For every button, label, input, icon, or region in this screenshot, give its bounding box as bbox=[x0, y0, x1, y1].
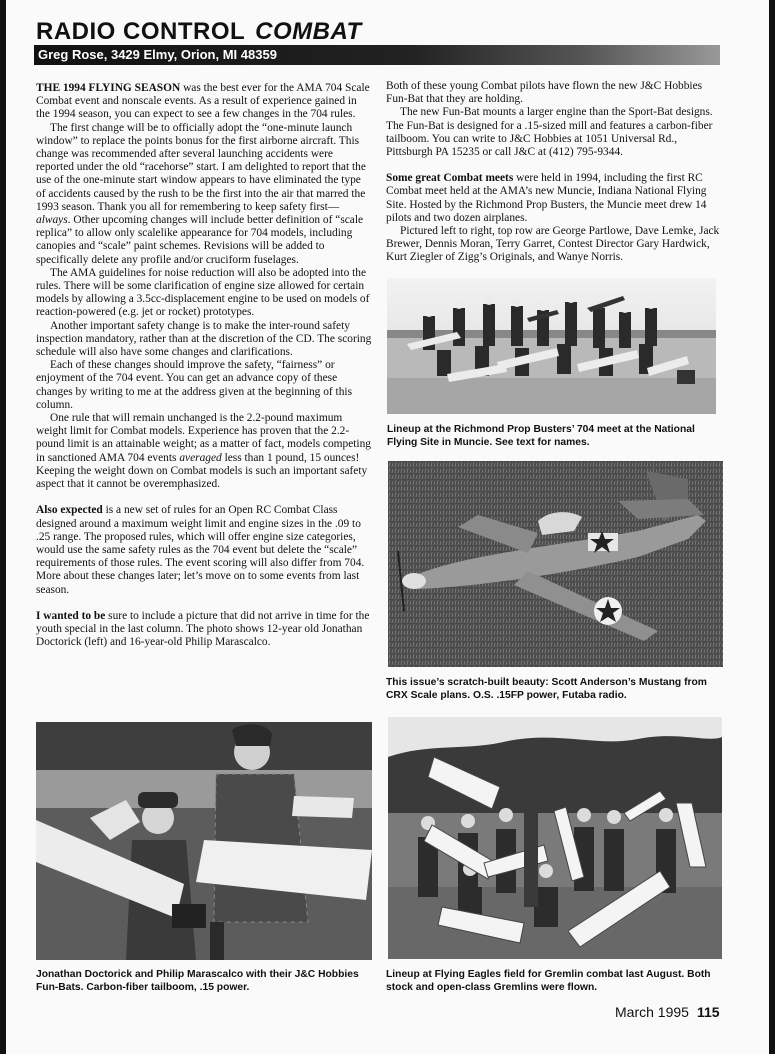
photo-muncie-image bbox=[387, 278, 716, 414]
caption-gremlin: Lineup at Flying Eagles field for Gremlin combat last August. Both stock and open-class Gremlins were flown. bbox=[386, 969, 711, 993]
lead-in: Also expected bbox=[36, 504, 103, 517]
title-main: RADIO CONTROL bbox=[36, 18, 246, 45]
paragraph bbox=[36, 504, 372, 596]
scan-edge-left bbox=[0, 0, 6, 1054]
photo-mustang-image bbox=[388, 461, 723, 667]
paragraph bbox=[36, 82, 372, 122]
photo-mustang bbox=[388, 461, 723, 667]
paragraph bbox=[36, 412, 372, 491]
paragraph-text: was the best ever for the AMA 704 Scale Combat event and nonscale events. As a result of experience gained in the 1994 season, you can expect to see a few changes in the 704 rules. bbox=[36, 82, 370, 121]
title-italic: COMBAT bbox=[255, 18, 362, 45]
column-title bbox=[36, 18, 362, 46]
paragraph bbox=[36, 610, 372, 650]
caption-muncie: Lineup at the Richmond Prop Busters’ 704 meet at the National Flying Site in Muncie. See text for names. bbox=[387, 424, 695, 448]
paragraph: Both of these young Combat pilots have flown the new J&C Hobbies Fun-Bat that they are holding. bbox=[386, 80, 703, 106]
emphasis: averaged bbox=[179, 451, 222, 464]
byline-bar bbox=[34, 45, 720, 65]
paragraph: Pictured left to right, top row are George Partlowe, Dave Lemke, Jack Brewer, Dennis Moran, Terry Garret, Contest Director Gary Hardwick, Kurt Ziegler of Zigg’s Originals, and Wanye Norris. bbox=[386, 225, 720, 264]
paragraph bbox=[36, 122, 372, 267]
paragraph-text: One rule that will remain unchanged is the 2.2-pound maximum weight limit for Combat models. Experience has proven that the 2.2-pound limit is an attainable weight; as a matter of fact, models competing in sanctioned AMA 704 events bbox=[36, 412, 371, 464]
paragraph-text: . Other upcoming changes will include better definition of “scale replica” to allow only scalelike appearance for 704 models, including canopies and “scale” paint schemes. Revisions will be added to specifically delete any profile and/or cruciform fuselages. bbox=[36, 214, 364, 266]
paragraph-text: is a new set of rules for an Open RC Combat Class designed around a maximum weight limit and engine sizes in the .09 to .25 range. The proposed rules, which will offer engine size categories, would use the same safety rules as the 704 event but delete the “scale” requirements of those rules. The event scoring will also differ from 704. More about these changes later; let’s move on to some events from last season. bbox=[36, 504, 365, 596]
paragraph: Another important safety change is to make the inter-round safety inspection mandatory, rather than at the discretion of the CD. The scoring schedule will also have some changes and clarifications. bbox=[36, 319, 372, 359]
caption-fun-bats: Jonathan Doctorick and Philip Marascalco with their J&C Hobbies Fun-Bats. Carbon-fiber tailboom, .15 power. bbox=[36, 969, 359, 993]
page-footer bbox=[615, 1004, 720, 1020]
photo-gremlin-image bbox=[388, 717, 722, 959]
photo-gremlin-lineup bbox=[388, 717, 722, 959]
paragraph: The AMA guidelines for noise reduction will also be adopted into the rules. There will be some clarification of engine size allowed for certain models by allowing a 3.5cc-displacement engine to be used on models of reaction-powered (e.g. jet or rocket) prototypes. bbox=[36, 266, 370, 319]
photo-fun-bats bbox=[36, 722, 372, 960]
article-column-left bbox=[36, 82, 372, 649]
paragraph: The new Fun-Bat mounts a larger engine than the Sport-Bat designs. The Fun-Bat is designed for a .15-sized mill and features a carbon-fiber tailboom. You can write to J&C Hobbies at 1051 Universal Rd., Pittsburgh PA 15235 or call J&C at (412) 795-9344. bbox=[386, 106, 713, 159]
paragraph bbox=[386, 172, 722, 225]
emphasis: always bbox=[36, 214, 68, 227]
byline: Greg Rose, 3429 Elmy, Orion, MI 48359 bbox=[38, 47, 277, 62]
paragraph-text: The first change will be to officially adopt the “one-minute launch window” to replace the points bonus for the first airborne aircraft. This change was recommended after several launching accidents were reported under the old “racehorse” start. I am delighted to report that the use of the one-minute start window appears to have eliminated the type of accidents caused by the rush to be the first into the air that marred the 1993 season. Thank you all for remembering to keep safety first— bbox=[36, 121, 366, 213]
scan-edge-right bbox=[769, 0, 775, 1054]
lead-in: I wanted to be bbox=[36, 609, 106, 622]
paragraph-text: were held in 1994, including the first RC Combat meet held at the AMA’s new Muncie, Indiana National Flying Site. Hosted by the Richmond Prop Busters, the Muncie meet drew 14 pilots and two dozen airplanes. bbox=[386, 172, 707, 224]
lead-in: THE 1994 FLYING SEASON bbox=[36, 82, 181, 94]
issue-date: March 1995 bbox=[615, 1004, 689, 1020]
article-column-right bbox=[386, 80, 722, 265]
paragraph-text: sure to include a picture that did not arrive in time for the youth special in the last column. The photo shows 12-year old Jonathan Doctorick (left) and 16-year-old Philip Marascalco. bbox=[36, 609, 370, 649]
page-number: 115 bbox=[696, 1004, 720, 1020]
caption-mustang: This issue’s scratch-built beauty: Scott Anderson’s Mustang from CRX Scale plans. O.S. .15FP power, Futaba radio. bbox=[386, 677, 707, 701]
paragraph: Each of these changes should improve the safety, “fairness” or enjoyment of the 704 event. You can get an advance copy of these changes by writing to me at the address given at the beginning of this column. bbox=[36, 359, 353, 411]
lead-in: Some great Combat meets bbox=[386, 172, 514, 185]
paragraph-text: less than 1 pound, 15 ounces! Keeping the weight down on Combat models is such an important safety aspect that it cannot be overemphasized. bbox=[36, 451, 368, 491]
photo-fun-bats-image bbox=[36, 722, 372, 960]
photo-muncie-lineup bbox=[387, 278, 716, 414]
